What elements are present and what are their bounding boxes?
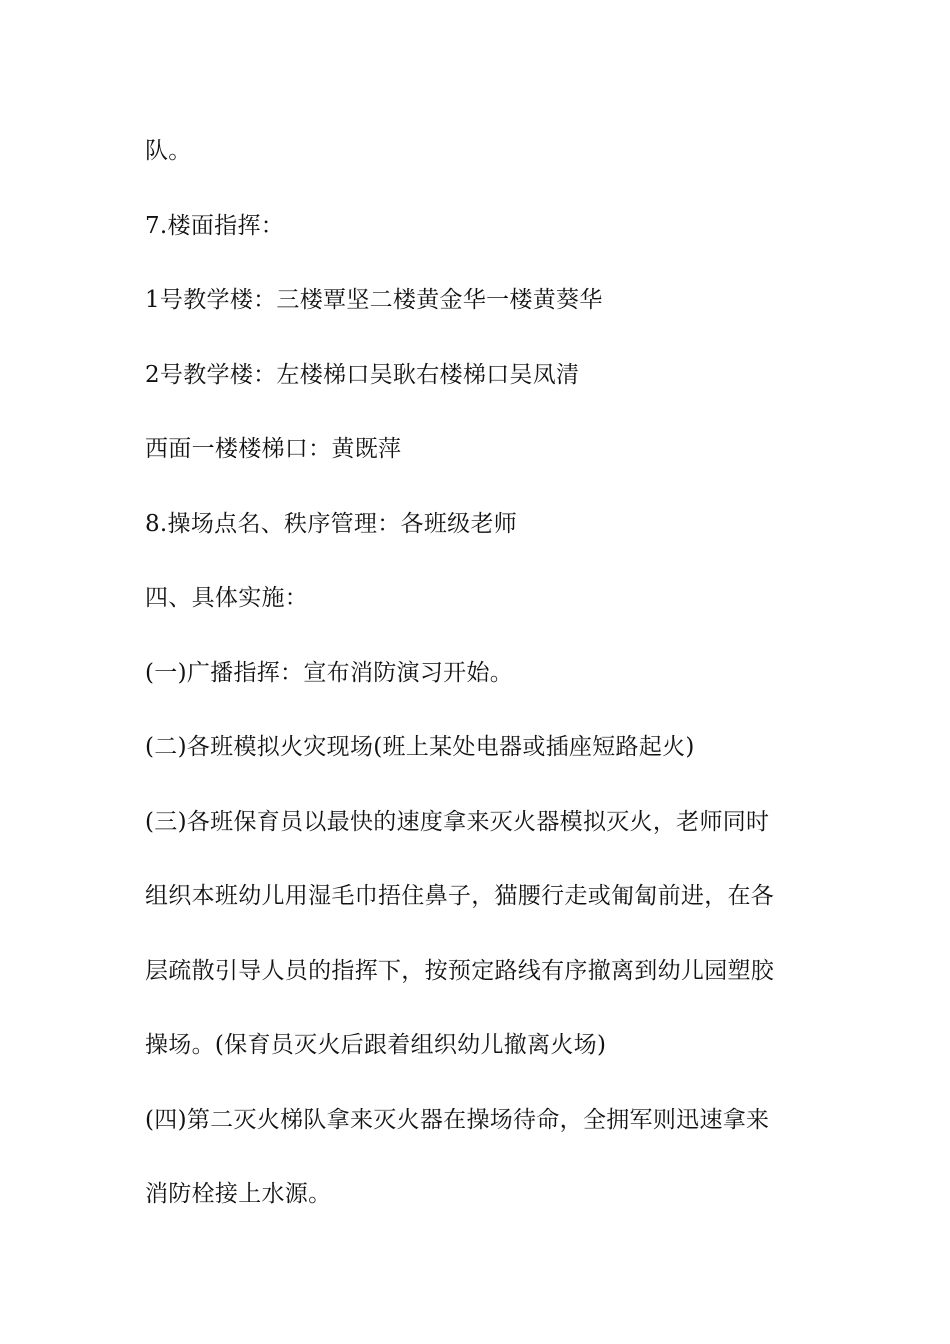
text-line: (三)各班保育员以最快的速度拿来灭火器模拟灭火，老师同时 (145, 808, 770, 835)
text-line: 西面一楼楼梯口：黄既萍 (145, 436, 402, 462)
document-body (145, 131, 815, 1249)
text-line: 队。 (145, 138, 192, 164)
text-line: (二)各班模拟火灾现场(班上某处电器或插座短路起火) (145, 734, 695, 760)
text-line: 7.楼面指挥： (145, 212, 285, 239)
text-line: 1号教学楼：三楼覃坚二楼黄金华一楼黄葵华 (145, 287, 603, 313)
text-line: 组织本班幼儿用湿毛巾捂住鼻子，猫腰行走或匍匐前进，在各 (145, 883, 775, 909)
text-line: 消防栓接上水源。 (145, 1181, 332, 1207)
section-heading: 四、具体实施： (145, 585, 309, 611)
text-line: (四)第二灭火梯队拿来灭火器在操场待命，全拥军则迅速拿来 (145, 1106, 770, 1133)
text-line: 8.操场点名、秩序管理：各班级老师 (145, 510, 518, 537)
text-line: (一)广播指挥：宣布消防演习开始。 (145, 659, 514, 686)
text-line: 层疏散引导人员的指挥下，按预定路线有序撤离到幼儿园塑胶 (145, 957, 775, 984)
text-line: 操场。(保育员灭火后跟着组织幼儿撤离火场) (145, 1032, 607, 1058)
text-line: 2号教学楼：左楼梯口吴耿右楼梯口吴凤清 (145, 361, 580, 388)
